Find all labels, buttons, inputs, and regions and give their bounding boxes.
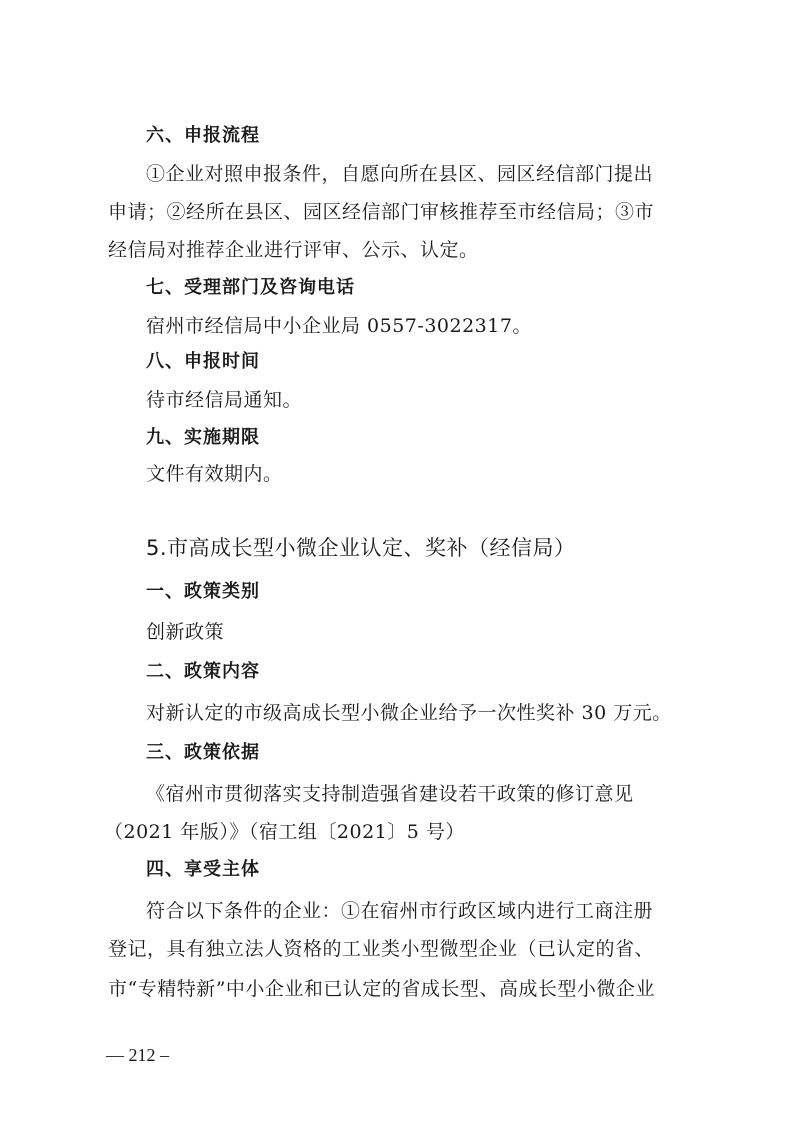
section-7-line-1: 宿州市经信局中小企业局 0557-3022317。	[146, 315, 532, 337]
policy-5-section-3-heading: 三、政策依据	[146, 742, 260, 763]
section-7-heading: 七、受理部门及咨询电话	[146, 277, 355, 298]
policy-5-section-3-line-2: （2021 年版）》（宿工组〔2021〕5 号）	[104, 821, 465, 843]
section-6-line-1: ①企业对照申报条件，自愿向所在县区、园区经信部门提出	[146, 163, 654, 185]
policy-5-section-3-line-1: 《宿州市贯彻落实支持制造强省建设若干政策的修订意见	[146, 783, 634, 805]
policy-5-section-2-line-1: 对新认定的市级高成长型小微企业给予一次性奖补 30 万元。	[146, 702, 672, 724]
section-8-heading: 八、申报时间	[146, 351, 260, 372]
section-9-heading: 九、实施期限	[146, 427, 260, 448]
section-6-line-3: 经信局对推荐企业进行评审、公示、认定。	[108, 239, 479, 261]
policy-5-section-4-heading: 四、享受主体	[146, 859, 260, 880]
policy-5-section-4-line-2: 登记，具有独立法人资格的工业类小型微型企业（已认定的省、	[108, 938, 655, 960]
section-6-line-2: 申请；②经所在县区、园区经信部门审核推荐至市经信局；③市	[108, 201, 655, 223]
section-6-heading: 六、申报流程	[146, 125, 260, 146]
policy-5-section-2-heading: 二、政策内容	[146, 661, 260, 682]
section-9-line-1: 文件有效期内。	[146, 463, 283, 485]
section-8-line-1: 待市经信局通知。	[146, 389, 303, 411]
policy-5-section-1-line-1: 创新政策	[146, 621, 225, 643]
policy-5-section-4-line-3: 市“专精特新”中小企业和已认定的省成长型、高成长型小微企业	[108, 978, 655, 1000]
page-number: — 212 –	[106, 1045, 169, 1065]
policy-5-section-4-line-1: 符合以下条件的企业：①在宿州市行政区域内进行工商注册	[146, 900, 654, 922]
policy-5-title: 5.市高成长型小微企业认定、奖补（经信局）	[146, 536, 576, 560]
policy-5-section-1-heading: 一、政策类别	[146, 581, 260, 602]
